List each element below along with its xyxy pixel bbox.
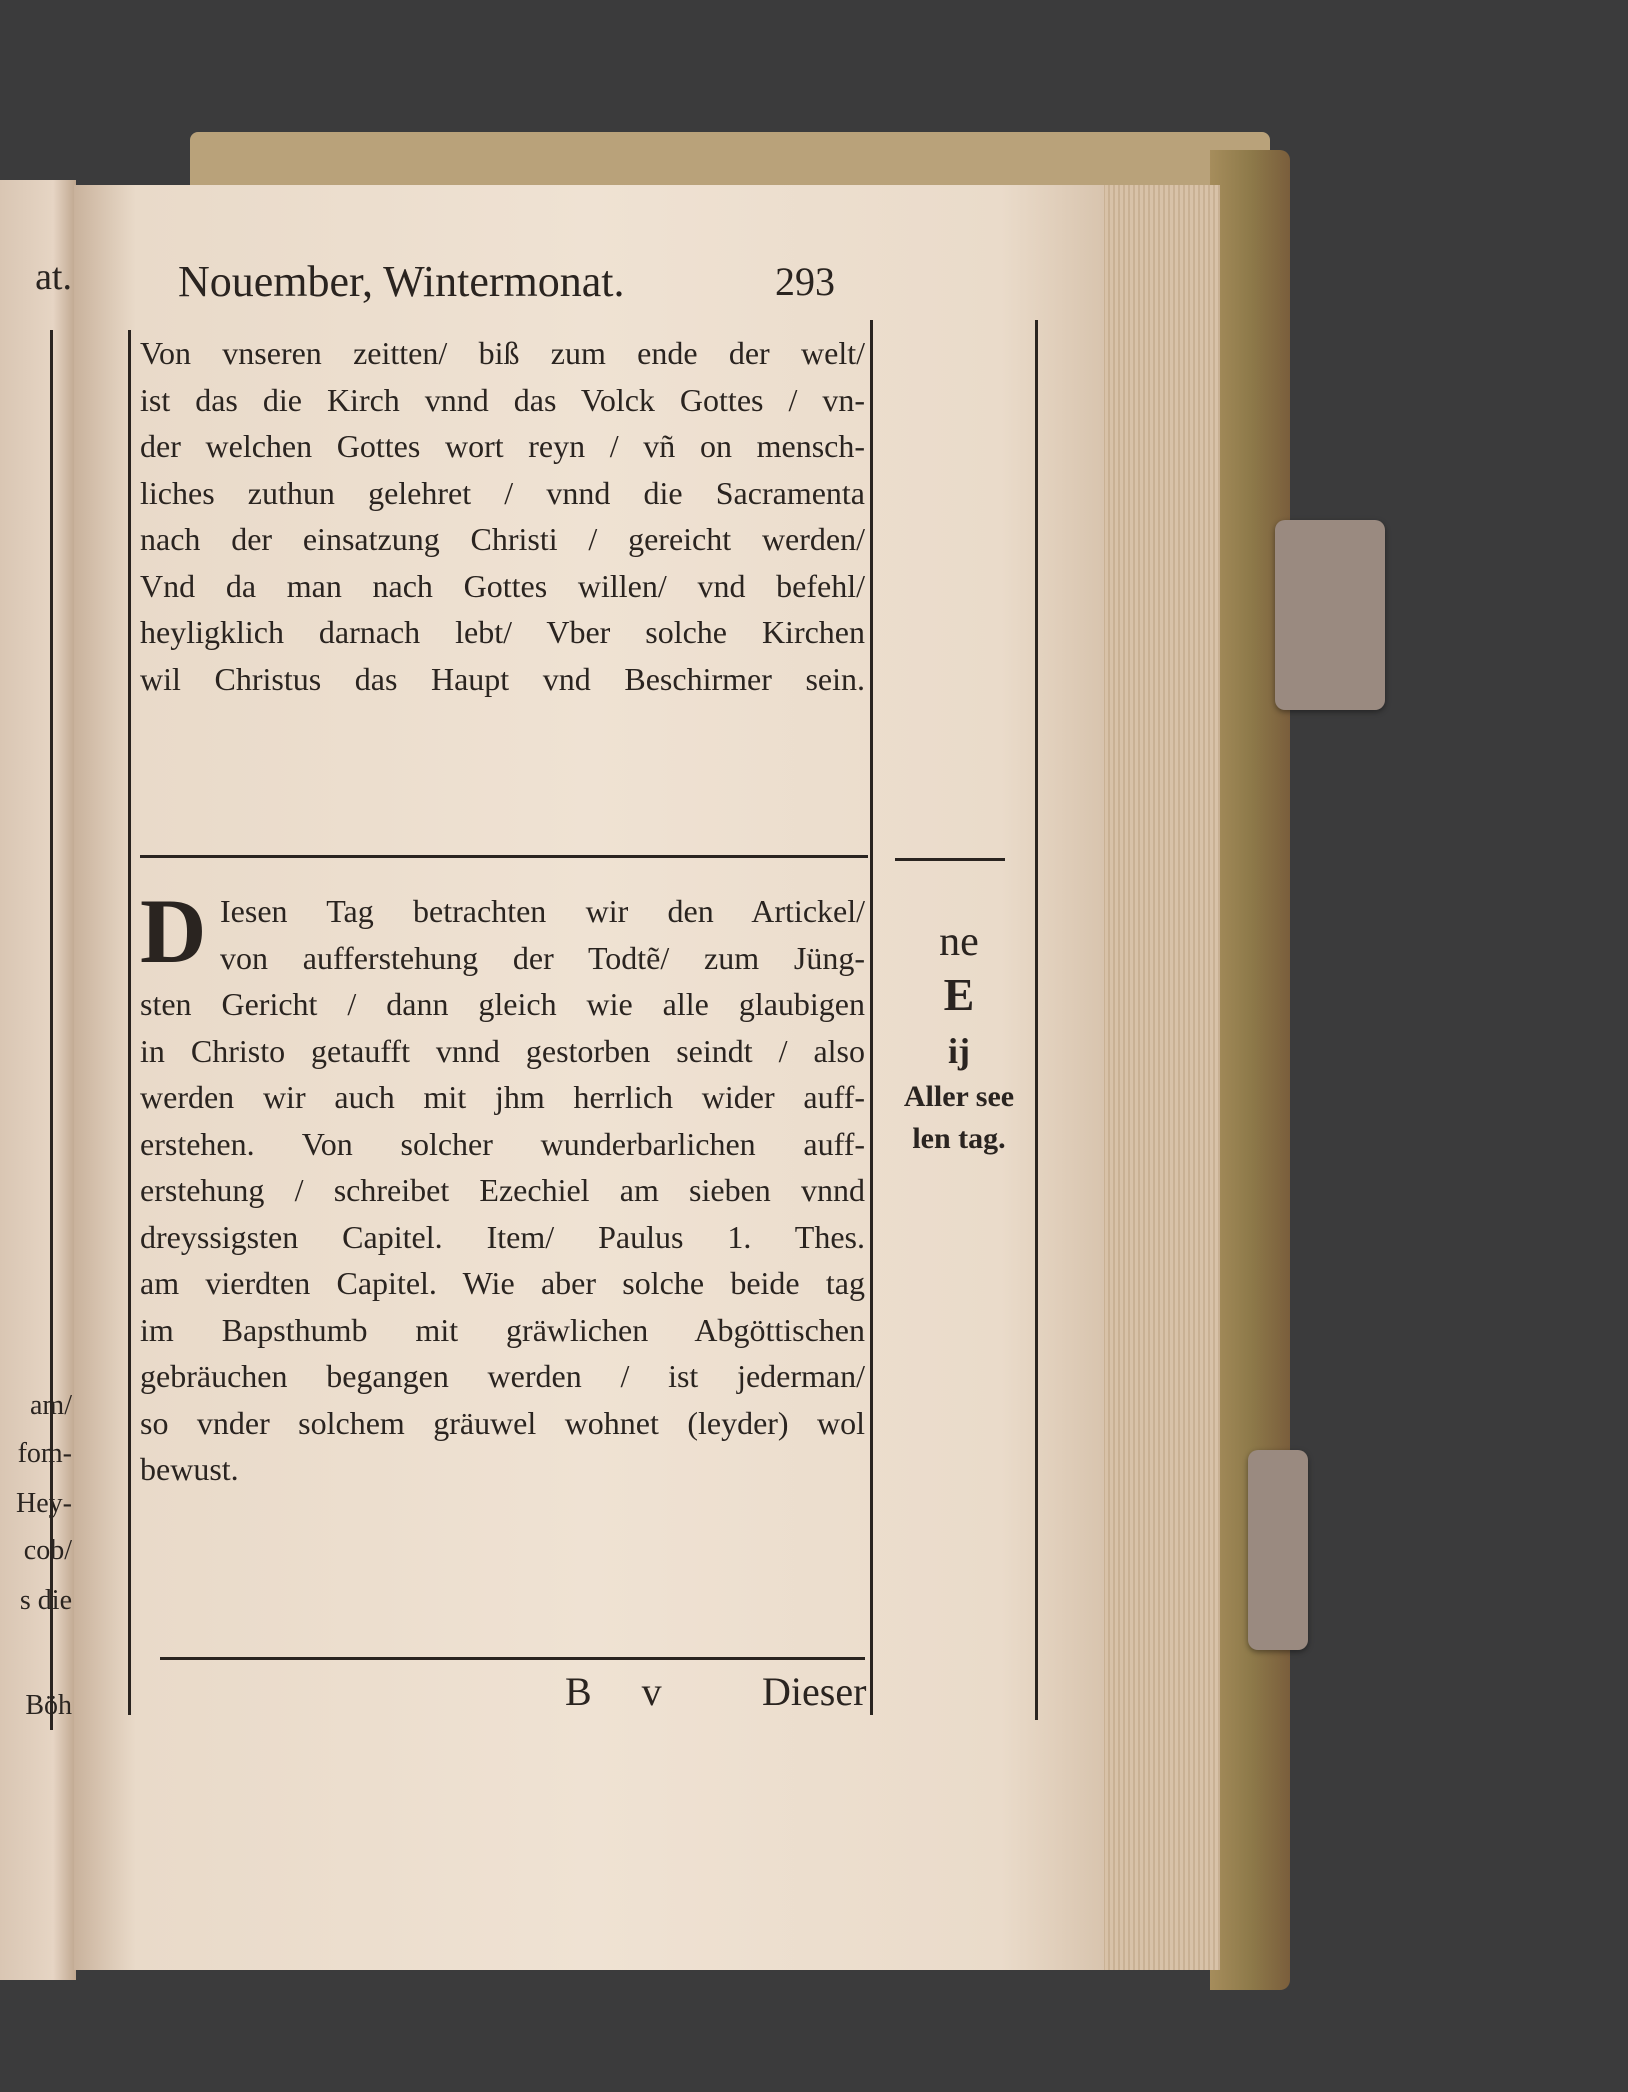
left-page-header-fragment: at. — [35, 256, 72, 298]
text-line: sten Gericht / dann gleich wie alle glaubigen — [140, 986, 865, 1022]
border-right — [870, 320, 873, 1715]
left-page-rule — [50, 330, 53, 1730]
bottom-rule — [160, 1657, 865, 1660]
section-divider — [140, 855, 868, 858]
text-line: am vierdten Capitel. Wie aber solche beide tag — [140, 1265, 865, 1301]
margin-note: ij — [948, 1031, 970, 1071]
clasp-lower — [1248, 1450, 1308, 1650]
margin-column-border — [1035, 320, 1038, 1720]
left-fragment: am/ — [30, 1390, 72, 1421]
left-fragment: fom- — [17, 1438, 72, 1469]
text-line: heyligklich darnach lebt/ Vber solche Kirchen — [140, 614, 865, 650]
text-line: wil Christus das Haupt vnd Beschirmer sein. — [140, 660, 865, 697]
catchword: Dieser — [762, 1669, 867, 1714]
text-line: Vnd da man nach Gottes willen/ vnd befehl/ — [140, 567, 865, 604]
text-line: gebräuchen begangen werden / ist jederman/ — [140, 1358, 865, 1394]
border-left — [128, 330, 131, 1715]
text-line: erstehen. Von solcher wunderbarlichen auff- — [140, 1125, 865, 1162]
text-line: von aufferstehung der Todtẽ/ zum Jüng- — [220, 939, 865, 976]
left-fragment: Hey- — [16, 1488, 72, 1519]
text-line: Von vnseren zeitten/ biß zum ende der welt/ — [140, 335, 865, 371]
text-line: Iesen Tag betrachten wir den Artickel/ — [220, 893, 865, 929]
text-line: ist das die Kirch vnnd das Volck Gottes / vn- — [140, 381, 865, 418]
margin-note: E — [943, 969, 975, 1020]
text-line: so vnder solchem gräuwel wohnet (leyder) wol — [140, 1404, 865, 1441]
left-fragment: cob/ — [23, 1535, 72, 1566]
left-fragment: Böh — [25, 1690, 72, 1721]
running-head: Nouember, Wintermonat. — [178, 257, 625, 306]
left-fragment: s die — [19, 1585, 72, 1616]
signature-mark: B v — [565, 1669, 662, 1714]
margin-divider — [895, 858, 1005, 861]
margin-note: Aller see — [903, 1080, 1015, 1113]
text-line: im Bapsthumb mit gräwlichen Abgöttischen — [140, 1311, 865, 1348]
text-line: nach der einsatzung Christi / gereicht werden/ — [140, 521, 865, 557]
text-line: werden wir auch mit jhm herrlich wider auff- — [140, 1079, 865, 1115]
drop-cap: D — [140, 880, 207, 982]
margin-note: len tag. — [912, 1122, 1006, 1155]
text-line: bewust. — [140, 1451, 239, 1487]
text-line: in Christo getaufft vnnd gestorben seindt / also — [140, 1032, 865, 1069]
book-cover-edge — [1210, 150, 1290, 1990]
page-number: 293 — [775, 259, 835, 304]
text-line: der welchen Gottes wort reyn / vñ on mensch- — [140, 428, 865, 464]
text-line: liches zuthun gelehret / vnnd die Sacramenta — [140, 474, 865, 511]
page-fore-edge — [1090, 185, 1220, 1970]
clasp-upper — [1275, 520, 1385, 710]
text-line: erstehung / schreibet Ezechiel am sieben vnnd — [140, 1172, 865, 1208]
margin-note: ne — [939, 919, 979, 965]
text-line: dreyssigsten Capitel. Item/ Paulus 1. Thes. — [140, 1218, 865, 1255]
